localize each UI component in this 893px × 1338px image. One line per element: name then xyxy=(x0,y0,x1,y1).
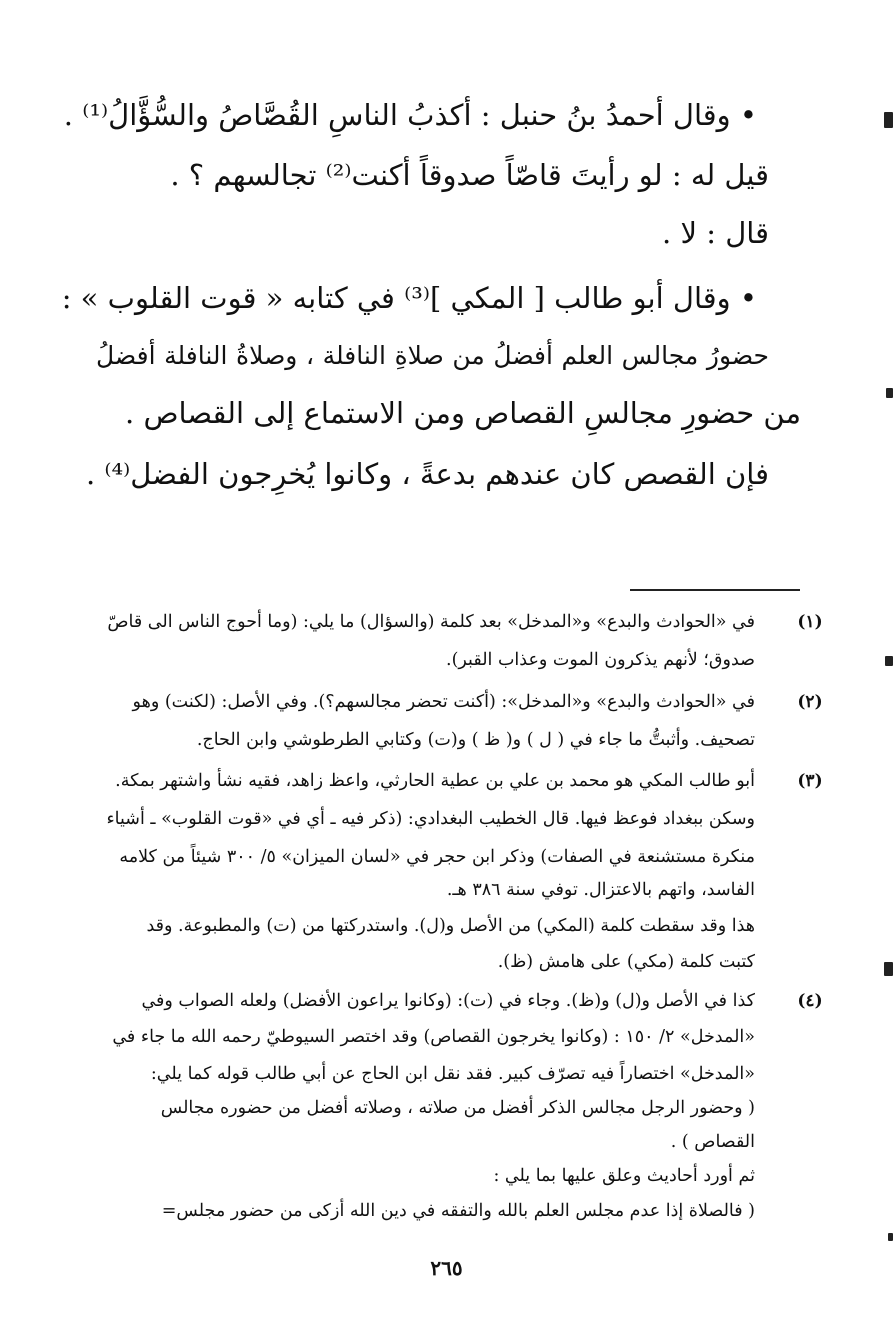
footnote-line: تصحيف. وأثبتُّ ما جاء في ( ل ) و( ظ ) و(ت) وكتابي الطرطوشي وابن الحاج. xyxy=(196,730,755,750)
main-line: حضورُ مجالس العلم أفضلُ من صلاةِ النافلة ، وصلاةُ النافلة أفضلُ xyxy=(96,341,769,370)
scan-mark xyxy=(886,388,893,398)
footnote-line: صدوق؛ لأنهم يذكرون الموت وعذاب القبر). xyxy=(446,650,755,670)
footnote-line: هذا وقد سقطت كلمة (المكي) من الأصل و(ل). واستدركتها من (ت) والمطبوعة. وقد xyxy=(146,916,755,936)
footnote-line: في «الحوادث والبدع» و«المدخل»: (أكنت تحضر مجالسهم؟). وفي الأصل: (لكنت) وهو xyxy=(132,692,755,712)
scan-mark xyxy=(885,656,893,666)
main-line: قيل له : لو رأيتَ قاصّاً صدوقاً أكنت⁽²⁾ تجالسهم ؟ . xyxy=(170,158,769,192)
footnote-line: الفاسد، واتهم بالاعتزال. توفي سنة ٣٨٦ هـ. xyxy=(446,880,755,900)
page-number: ٢٦٥ xyxy=(430,1256,463,1280)
footnote-line: ( وحضور الرجل مجالس الذكر أفضل من صلاته ، وصلاته أفضل من حضوره مجالس xyxy=(160,1098,755,1118)
footnote-number: (٤) xyxy=(797,991,823,1011)
footnote-line: «المدخل» ٢/ ١٥٠ : (وكانوا يخرجون القصاص) وقد اختصر السيوطيّ رحمه الله ما جاء في xyxy=(112,1027,755,1047)
footnote-number: (٢) xyxy=(797,692,823,712)
footnote-line: كذا في الأصل و(ل) و(ظ). وجاء في (ت): (وكانوا يراعون الأفضل) ولعله الصواب وفي xyxy=(141,991,755,1011)
footnote-line: في «الحوادث والبدع» و«المدخل» بعد كلمة (والسؤال) ما يلي: (وما أحوج الناس الى قاصّ xyxy=(107,612,755,632)
main-line: • وقال أحمدُ بنُ حنبل : أكذبُ الناسِ القُصَّاصُ والسُّؤَّالُ⁽¹⁾ . xyxy=(63,98,757,132)
scan-mark xyxy=(884,962,893,976)
scan-mark xyxy=(884,112,893,128)
main-line: قال : لا . xyxy=(662,216,769,250)
footnote-number: (١) xyxy=(797,612,823,632)
footnote-line: «المدخل» اختصاراً فيه تصرّف كبير. فقد نقل ابن الحاج عن أبي طالب قوله كما يلي: xyxy=(150,1064,755,1084)
footnote-line: كتبت كلمة (مكي) على هامش (ظ). xyxy=(497,952,755,972)
scan-mark xyxy=(888,1233,893,1241)
footnote-line: أبو طالب المكي هو محمد بن علي بن عطية الحارثي، واعظ زاهد، فقيه نشأ واشتهر بمكة. xyxy=(115,771,755,791)
main-line: فإن القصص كان عندهم بدعةً ، وكانوا يُخرِجون الفضل⁽⁴⁾ . xyxy=(85,457,769,491)
footnote-line: ثم أورد أحاديث وعلق عليها بما يلي : xyxy=(493,1166,755,1186)
footnote-line: منكرة مستشنعة في الصفات) وذكر ابن حجر في «لسان الميزان» ٥/ ٣٠٠ شيئاً من كلامه xyxy=(119,847,755,867)
main-line: • وقال أبو طالب [ المكي ]⁽³⁾ في كتابه « قوت القلوب » : xyxy=(61,281,757,315)
footnote-separator xyxy=(630,589,800,591)
footnote-line: وسكن ببغداد فوعظ فيها. قال الخطيب البغدادي: (ذكر فيه ـ أي في «قوت القلوب» ـ أشياء xyxy=(106,809,755,829)
main-line: من حضورِ مجالسِ القصاص ومن الاستماع إلى القصاص . xyxy=(125,396,801,430)
footnote-line: ( فالصلاة إذا عدم مجلس العلم بالله والتفقه في دين الله أزكى من حضور مجلس= xyxy=(161,1201,755,1221)
footnote-line: القصاص ) . xyxy=(670,1132,755,1152)
footnote-number: (٣) xyxy=(797,771,823,791)
